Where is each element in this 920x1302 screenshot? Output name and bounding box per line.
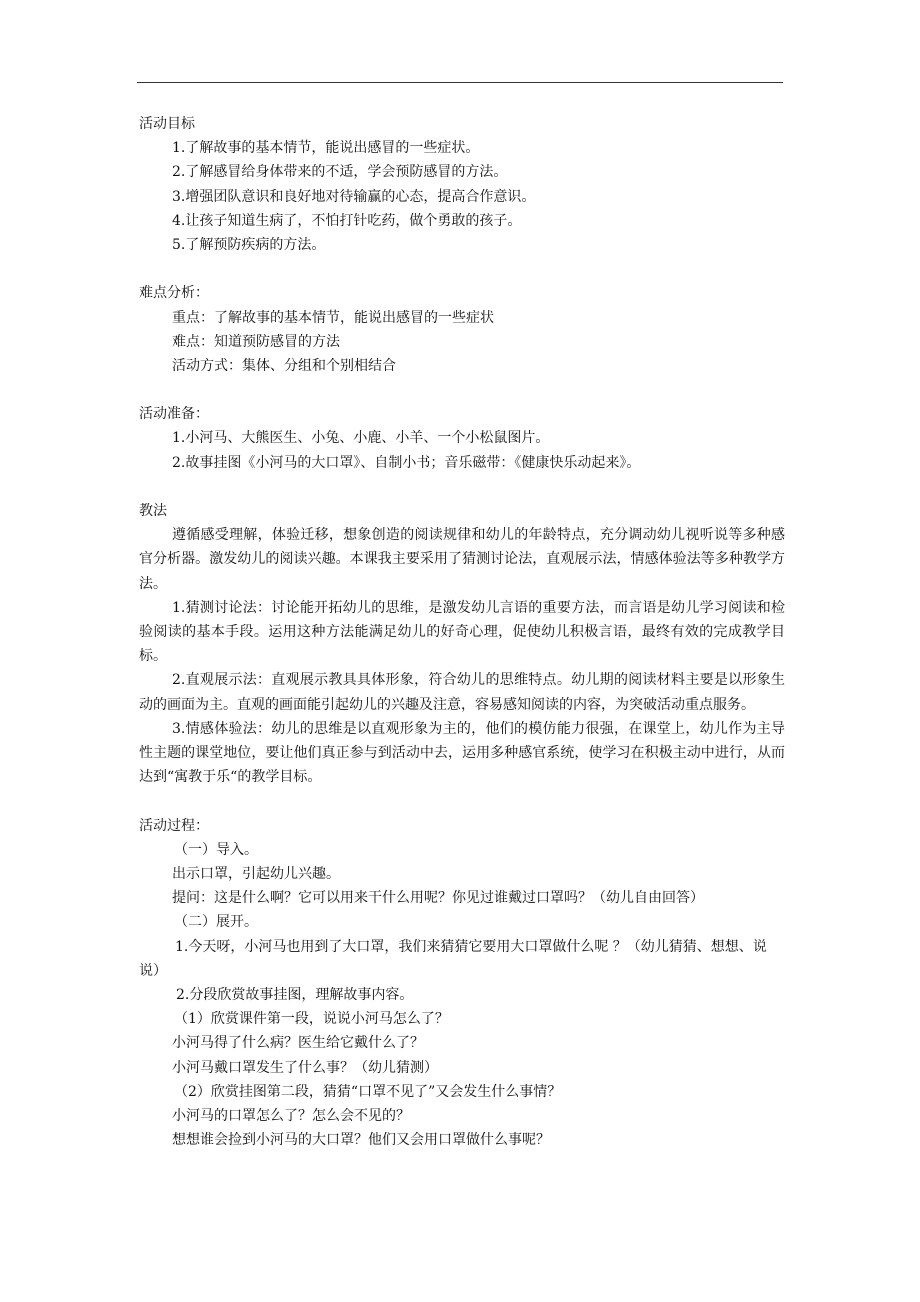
goal-item: 3.增强团队意识和良好地对待输赢的心态，提高合作意识。 <box>172 188 536 205</box>
process-line: 小河马的口罩怎么了？怎么会不见的？ <box>172 1107 410 1124</box>
process-line: 小河马戴口罩发生了什么事？（幼儿猜测） <box>172 1059 438 1076</box>
process-line: （二）展开。 <box>174 914 258 931</box>
prep-item: 2.故事挂图《小河马的大口罩》、自制小书；音乐磁带：《健康快乐动起来》。 <box>172 454 641 471</box>
prep-heading: 活动准备： <box>139 406 209 423</box>
goal-item: 2.了解感冒给身体带来的不适，学会预防感冒的方法。 <box>172 164 508 181</box>
process-step-1: 1.今天呀，小河马也用到了大口罩，我们来猜猜它要用大口罩做什么呢 ？（幼儿猜猜、想想、说说） <box>139 938 767 979</box>
activity-mode: 活动方式：集体、分组和个别相结合 <box>172 357 396 374</box>
key-point: 重点：了解故事的基本情节，能说出感冒的一些症状 <box>172 309 494 326</box>
process-line: （2）欣赏挂图第二段，猜猜“口罩不见了”又会发生什么事情？ <box>174 1083 562 1100</box>
goals-heading: 活动目标 <box>139 116 195 132</box>
header-rule <box>137 82 783 83</box>
methods-intro: 遵循感受理解，体验迁移，想象创造的阅读规律和幼儿的年龄特点，充分调动幼儿视听说等多种感官分析器。激发幼儿的阅读兴趣。本课我主要采用了猜测讨论法，直观展示法，情感体验法等多种教学方法。 <box>139 527 785 592</box>
process-line: （1）欣赏课件第一段，说说小河马怎么了？ <box>174 1011 449 1028</box>
process-line: 提问：这是什么啊？它可以用来干什么用呢？你见过谁戴过口罩吗？（幼儿自由回答） <box>172 890 704 907</box>
document-body <box>139 112 785 1152</box>
goal-item: 5.了解预防疾病的方法。 <box>172 236 326 253</box>
analysis-heading: 难点分析： <box>139 285 209 302</box>
process-line: （一）导入。 <box>174 841 258 858</box>
method-item: 3.情感体验法：幼儿的思维是以直观形象为主的，他们的模仿能力很强，在课堂上，幼儿作为主导性主题的课堂地位，要让他们真正参与到活动中去，运用多种感官系统，使学习在积极主动中进行，从而达到“寓教于乐“的教学目标。 <box>139 720 785 786</box>
process-line: 2.分段欣赏故事挂图，理解故事内容。 <box>176 986 414 1003</box>
goal-item: 1.了解故事的基本情节，能说出感冒的一些症状。 <box>172 140 480 157</box>
methods-heading: 教法 <box>139 503 167 519</box>
process-line: 出示口罩，引起幼儿兴趣。 <box>172 865 340 882</box>
method-item: 2.直观展示法：直观展示教具具体形象，符合幼儿的思维特点。幼儿期的阅读材料主要是以形象生动的画面为主。直观的画面能引起幼儿的兴趣及注意，容易感知阅读的内容，为突破活动重点服务。 <box>139 672 785 713</box>
goal-item: 4.让孩子知道生病了，不怕打针吃药，做个勇敢的孩子。 <box>172 212 522 229</box>
method-item: 1.猜测讨论法：讨论能开拓幼儿的思维，是激发幼儿言语的重要方法，而言语是幼儿学习阅读和检验阅读的基本手段。运用这种方法能满足幼儿的好奇心理，促使幼儿积极言语，最终有效的完成教学目标。 <box>139 599 785 665</box>
process-line: 小河马得了什么病？医生给它戴什么了？ <box>172 1035 424 1052</box>
process-line: 想想谁会捡到小河马的大口罩？他们又会用口罩做什么事呢？ <box>172 1132 550 1149</box>
difficulty-point: 难点：知道预防感冒的方法 <box>172 333 340 350</box>
process-heading: 活动过程： <box>139 817 209 834</box>
prep-item: 1.小河马、大熊医生、小兔、小鹿、小羊、一个小松鼠图片。 <box>172 430 550 447</box>
